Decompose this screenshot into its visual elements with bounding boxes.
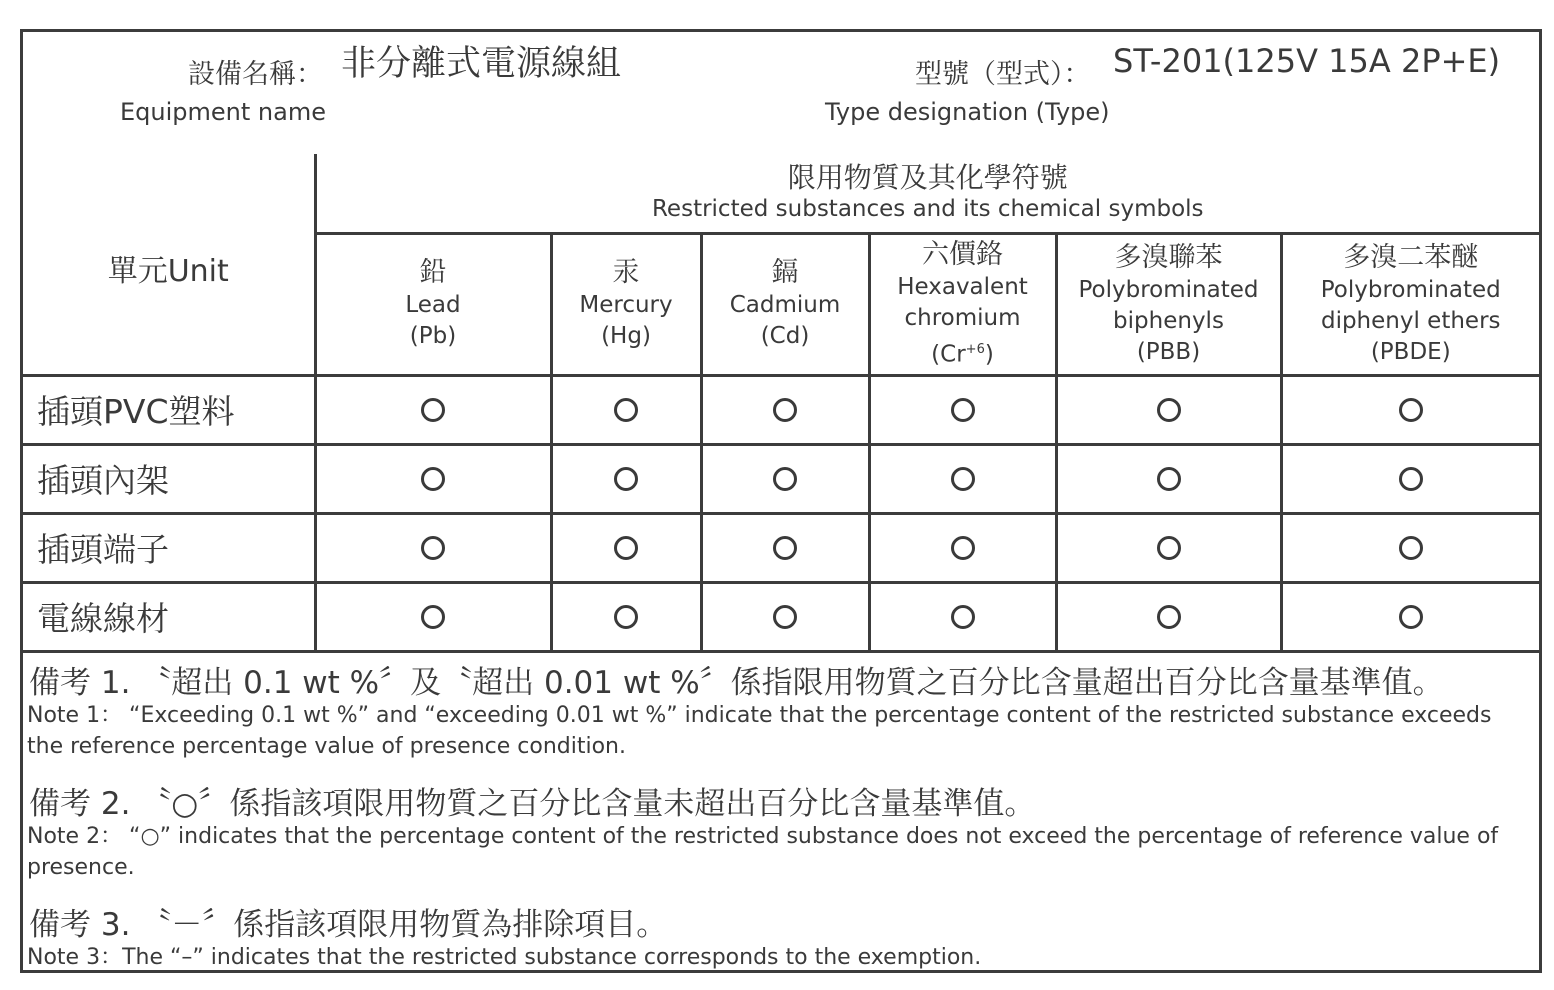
restricted-header-en: Restricted substances and its chemical symbols [651,195,1204,222]
note-3-zh: 備考 3. 〝－〞係指該項限用物質為排除項目。 [29,907,668,943]
note-2-en: Note 2： “○” indicates that the percentage content of the restricted substance does not exceed the percentage of reference value of presence. [27,824,1499,880]
table-row [23,375,1539,444]
row-unit-label: 電線線材 [23,582,315,651]
substance-status-cell [315,513,551,582]
not-exceeding-circle-mark [951,467,975,491]
not-exceeding-circle-mark [614,467,638,491]
substance-header-hexavalent-chromium [869,233,1056,375]
table-row [23,513,1539,582]
not-exceeding-circle-mark [421,605,445,629]
substance-status-cell [1281,444,1539,513]
substance-status-cell [551,513,701,582]
not-exceeding-circle-mark [951,536,975,560]
substance-name-zh: 多溴聯苯 [1114,241,1223,273]
not-exceeding-circle-mark [1399,536,1423,560]
substance-header-cadmium [701,233,869,375]
substance-status-cell [551,375,701,444]
not-exceeding-circle-mark [773,605,797,629]
row-unit-label: 插頭PVC塑料 [23,375,315,444]
symbol-superscript: +6 [965,341,985,357]
row-unit-label: 插頭端子 [23,513,315,582]
not-exceeding-circle-mark [614,536,638,560]
table-row [23,444,1539,513]
not-exceeding-circle-mark [1399,467,1423,491]
not-exceeding-circle-mark [1157,467,1181,491]
substance-status-cell [1056,444,1281,513]
substance-status-cell [1056,513,1281,582]
substance-symbol: (PBDE) [1370,338,1451,365]
type-designation-label-zh: 型號（型式）： [915,59,1091,90]
rohs-declaration-sheet [20,29,1542,973]
substance-status-cell [315,375,551,444]
type-designation-label-en: Type designation (Type) [825,98,1110,126]
equipment-name-value: 非分離式電源線組 [341,44,622,84]
substance-symbol: (Cd) [760,323,810,349]
restricted-substances-header [315,154,1539,233]
substance-symbol [871,334,1055,371]
substance-name-zh: 汞 [612,257,640,288]
substance-name-en-line2: diphenyl ethers [1320,307,1501,334]
substance-symbol: (Pb) [409,323,457,349]
substance-header-mercury [551,233,701,375]
not-exceeding-circle-mark [1157,398,1181,422]
substance-symbol: (Hg) [601,323,651,349]
equipment-name-label-en: Equipment name [120,98,326,126]
not-exceeding-circle-mark [773,467,797,491]
substance-status-cell [315,582,551,651]
substance-name-zh: 鎘 [771,257,799,288]
substance-name-en: Cadmium [729,292,841,318]
substance-status-cell [551,444,701,513]
substance-status-cell [869,513,1056,582]
not-exceeding-circle-mark [951,398,975,422]
substance-status-cell [551,582,701,651]
substance-header-pbde [1281,233,1539,375]
type-designation-value: ST-201(125V 15A 2P+E) [1113,42,1501,80]
note-1-en: Note 1： “Exceeding 0.1 wt %” and “exceeding 0.01 wt %” indicate that the percentage content of the restricted substance exceeds the reference percentage value of presence condition. [27,703,1492,759]
not-exceeding-circle-mark [1399,398,1423,422]
substance-symbol: (PBB) [1136,338,1201,365]
substance-name-en-line2: chromium [904,304,1021,331]
equipment-name-label-zh: 設備名稱： [188,59,323,90]
substance-status-cell [1281,513,1539,582]
restricted-substances-table [23,154,1539,653]
not-exceeding-circle-mark [773,536,797,560]
symbol-base: (Cr [931,341,966,368]
substance-status-cell [869,444,1056,513]
not-exceeding-circle-mark [421,536,445,560]
note-3-en: Note 3：The “–” indicates that the restricted substance corresponds to the exemption. [27,945,982,970]
substance-status-cell [315,444,551,513]
not-exceeding-circle-mark [1157,536,1181,560]
substance-status-cell [701,375,869,444]
substance-name-en-line1: Polybrominated [1320,276,1501,303]
not-exceeding-circle-mark [614,605,638,629]
substance-name-en-line1: Hexavalent [897,273,1028,300]
substance-name-zh: 鉛 [419,257,447,288]
not-exceeding-circle-mark [421,467,445,491]
substance-status-cell [1281,375,1539,444]
not-exceeding-circle-mark [773,398,797,422]
restricted-header-zh: 限用物質及其化學符號 [787,160,1068,194]
row-unit-label: 插頭內架 [23,444,315,513]
substance-status-cell [1056,375,1281,444]
substance-header-pbb [1056,233,1281,375]
not-exceeding-circle-mark [1399,605,1423,629]
substance-name-zh: 多溴二苯醚 [1343,241,1479,273]
not-exceeding-circle-mark [951,605,975,629]
substance-name-en-line1: Polybrominated [1078,276,1259,303]
note-1-zh: 備考 1. 〝超出 0.1 wt %〞及〝超出 0.01 wt %〞係指限用物質之百分比含量超出百分比含量基準值。 [29,665,1444,701]
substance-status-cell [869,375,1056,444]
substance-name-en: Lead [405,292,461,318]
substance-status-cell [701,444,869,513]
substance-status-cell [701,582,869,651]
substance-name-en-line2: biphenyls [1113,307,1224,334]
not-exceeding-circle-mark [1157,605,1181,629]
note-2-zh: 備考 2. 〝○〞係指該項限用物質之百分比含量未超出百分比含量基準值。 [29,786,1036,822]
substance-status-cell [701,513,869,582]
symbol-end: ) [984,341,994,368]
substance-name-en: Mercury [579,292,673,318]
not-exceeding-circle-mark [421,398,445,422]
substance-header-lead [315,233,551,375]
substance-status-cell [1281,582,1539,651]
table-row [23,582,1539,651]
unit-column-header: 單元Unit [23,154,315,375]
substance-status-cell [1056,582,1281,651]
substance-status-cell [869,582,1056,651]
not-exceeding-circle-mark [614,398,638,422]
substance-name-zh: 六價鉻 [922,238,1003,270]
